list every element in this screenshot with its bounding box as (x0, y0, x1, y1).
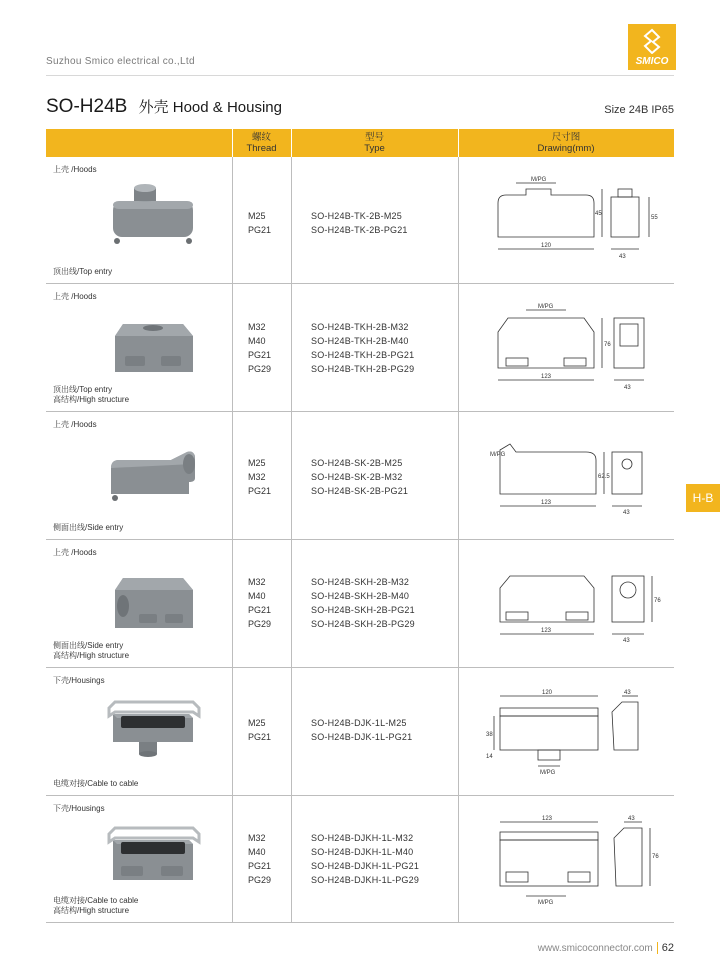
smico-logo-mark (642, 28, 662, 54)
hood-side-entry-photo (101, 434, 201, 508)
company-name: Suzhou Smico electrical co.,Ltd (46, 56, 195, 67)
row-category: 上壳 /Hoods (53, 292, 97, 301)
thread-list (248, 456, 271, 498)
thread-item: PG21 (248, 486, 272, 496)
table-row (46, 284, 674, 412)
row-separator (291, 540, 292, 667)
size-rating: Size 24B IP65 (604, 104, 674, 116)
row-separator (232, 796, 233, 922)
thread-item: PG21 (248, 350, 272, 360)
header-type (291, 132, 458, 154)
dimension-drawing (486, 814, 666, 904)
row-separator (458, 412, 459, 539)
type-item: SO-H24B-SK-2B-M25 (311, 458, 403, 468)
thread-list (248, 716, 271, 744)
title-subtitle: 外壳 Hood & Housing (138, 99, 282, 116)
row-separator (458, 157, 459, 283)
type-item: SO-H24B-SKH-2B-M32 (311, 577, 410, 587)
dimension-label: M/PG (490, 452, 506, 458)
dimension-label: 76 (604, 342, 611, 348)
thread-item: M25 (248, 211, 266, 221)
header-type-cn: 型号 (364, 132, 384, 143)
row-separator (232, 412, 233, 539)
row-category: 上壳 /Hoods (53, 420, 97, 429)
row-separator (232, 157, 233, 283)
row-separator (232, 540, 233, 667)
type-item: SO-H24B-SK-2B-M32 (311, 472, 403, 482)
thread-list (248, 831, 271, 887)
row-note-1: 顶出线/Top entry (53, 267, 113, 276)
table-row (46, 157, 674, 284)
thread-item: M40 (248, 847, 266, 857)
row-category: 上壳 /Hoods (53, 165, 97, 174)
thread-item: PG29 (248, 619, 272, 629)
thread-item: M32 (248, 322, 266, 332)
dimension-label: 45 (595, 211, 602, 217)
thread-item: PG29 (248, 875, 272, 885)
dimension-drawing (486, 302, 666, 392)
type-item: SO-H24B-DJKH-1L-PG21 (311, 861, 420, 871)
thread-item: M32 (248, 472, 266, 482)
type-item: SO-H24B-SKH-2B-PG29 (311, 619, 415, 629)
row-separator (458, 284, 459, 411)
dimension-label: 38 (486, 732, 493, 738)
dimension-label: 123 (542, 816, 553, 822)
row-separator (232, 284, 233, 411)
row-note (53, 523, 123, 533)
thread-list (248, 575, 271, 631)
hood-top-entry-high-photo (101, 306, 201, 380)
row-note-1: 侧面出线/Side entry (53, 523, 124, 532)
dimension-label: 76 (652, 854, 659, 860)
type-item: SO-H24B-SKH-2B-PG21 (311, 605, 415, 615)
type-list (311, 320, 414, 376)
title-model: SO-H24B (46, 96, 128, 117)
smico-logo (628, 24, 676, 70)
row-note (53, 779, 138, 789)
footer (538, 942, 674, 954)
type-list (311, 209, 408, 237)
row-note-1: 侧面出线/Side entry (53, 641, 124, 650)
dimension-label: 62.5 (598, 474, 610, 480)
thread-item: PG21 (248, 861, 272, 871)
dimension-label: 43 (624, 385, 631, 391)
row-note-2: 高结构/High structure (53, 651, 130, 660)
row-note (53, 641, 129, 661)
row-note-1: 顶出线/Top entry (53, 385, 113, 394)
dimension-label: M/PG (540, 770, 556, 776)
thread-item: M40 (248, 336, 266, 346)
header-type-en: Type (364, 143, 385, 154)
header-divider (46, 75, 674, 76)
table-row (46, 412, 674, 540)
table-row (46, 796, 674, 923)
dimension-drawing (486, 688, 666, 778)
thread-item: PG21 (248, 605, 272, 615)
dimension-label: 55 (651, 215, 658, 221)
type-list (311, 831, 419, 887)
hood-top-entry-photo (101, 177, 201, 249)
thread-item: PG29 (248, 364, 272, 374)
thread-item: M25 (248, 458, 266, 468)
table-header (46, 129, 674, 157)
section-tab: H-B (686, 484, 720, 512)
row-separator (291, 284, 292, 411)
thread-item: M32 (248, 833, 266, 843)
type-item: SO-H24B-TK-2B-M25 (311, 211, 402, 221)
type-item: SO-H24B-TKH-2B-PG29 (311, 364, 415, 374)
dimension-label: 120 (542, 690, 553, 696)
table-row (46, 668, 674, 796)
dimension-drawing (486, 434, 666, 520)
dimension-label: 43 (628, 816, 635, 822)
type-item: SO-H24B-TK-2B-PG21 (311, 225, 408, 235)
header-thread (232, 132, 291, 154)
row-separator (458, 796, 459, 922)
logo-text: SMICO (635, 56, 669, 67)
row-note-2: 高结构/High structure (53, 395, 130, 404)
thread-list (248, 320, 271, 376)
row-separator (458, 668, 459, 795)
row-separator (291, 668, 292, 795)
dimension-label: 43 (624, 690, 631, 696)
type-item: SO-H24B-TKH-2B-M40 (311, 336, 409, 346)
type-item: SO-H24B-DJKH-1L-PG29 (311, 875, 420, 885)
dimension-drawing (486, 175, 666, 265)
type-item: SO-H24B-DJKH-1L-M40 (311, 847, 414, 857)
thread-item: PG21 (248, 732, 272, 742)
dimension-label: 76 (654, 598, 661, 604)
type-item: SO-H24B-SKH-2B-M40 (311, 591, 410, 601)
dimension-label: 43 (619, 254, 626, 260)
row-category: 下壳/Housings (53, 804, 105, 813)
thread-item: PG21 (248, 225, 272, 235)
page-number: 62 (661, 942, 674, 954)
table-row (46, 540, 674, 668)
row-separator (291, 412, 292, 539)
dimension-label: M/PG (538, 900, 554, 904)
row-separator (232, 668, 233, 795)
type-item: SO-H24B-TKH-2B-M32 (311, 322, 409, 332)
housing-cable-to-cable-high-photo (101, 814, 205, 894)
row-separator (291, 157, 292, 283)
dimension-label: 43 (623, 510, 630, 516)
dimension-label: M/PG (531, 177, 547, 183)
dimension-label: 120 (541, 243, 552, 249)
footer-url[interactable]: www.smicoconnector.com (537, 943, 653, 954)
type-item: SO-H24B-DJKH-1L-M32 (311, 833, 414, 843)
dimension-label: M/PG (538, 304, 554, 310)
type-item: SO-H24B-DJK-1L-PG21 (311, 732, 413, 742)
row-note-1: 电缆对接/Cable to cable (53, 896, 139, 905)
dimension-label: 14 (486, 754, 493, 760)
type-item: SO-H24B-SK-2B-PG21 (311, 486, 409, 496)
dimension-label: 123 (541, 500, 552, 506)
dimension-label: 123 (541, 374, 552, 380)
thread-list (248, 209, 271, 237)
hood-side-entry-high-photo (101, 562, 201, 636)
row-note-1: 电缆对接/Cable to cable (53, 779, 139, 788)
header-thread-cn: 螺纹 (251, 132, 271, 143)
dimension-label: 123 (541, 628, 552, 634)
row-note (53, 896, 138, 916)
row-category: 下壳/Housings (53, 676, 105, 685)
header-thread-en: Thread (246, 143, 277, 154)
page-title (46, 96, 282, 118)
housing-cable-to-cable-photo (101, 688, 205, 764)
row-note (53, 385, 129, 405)
header-drawing-cn: 尺寸图 (551, 132, 581, 143)
header-drawing-en: Drawing(mm) (537, 143, 595, 154)
type-list (311, 456, 408, 498)
dimension-label: 43 (623, 638, 630, 644)
type-list (311, 716, 412, 744)
row-category: 上壳 /Hoods (53, 548, 97, 557)
thread-item: M25 (248, 718, 266, 728)
row-note (53, 267, 112, 277)
type-item: SO-H24B-DJK-1L-M25 (311, 718, 407, 728)
row-separator (458, 540, 459, 667)
row-note-2: 高结构/High structure (53, 906, 130, 915)
type-item: SO-H24B-TKH-2B-PG21 (311, 350, 415, 360)
thread-item: M40 (248, 591, 266, 601)
row-separator (291, 796, 292, 922)
thread-item: M32 (248, 577, 266, 587)
header-drawing (458, 132, 674, 154)
footer-divider (657, 942, 658, 954)
type-list (311, 575, 415, 631)
dimension-drawing (486, 562, 666, 648)
